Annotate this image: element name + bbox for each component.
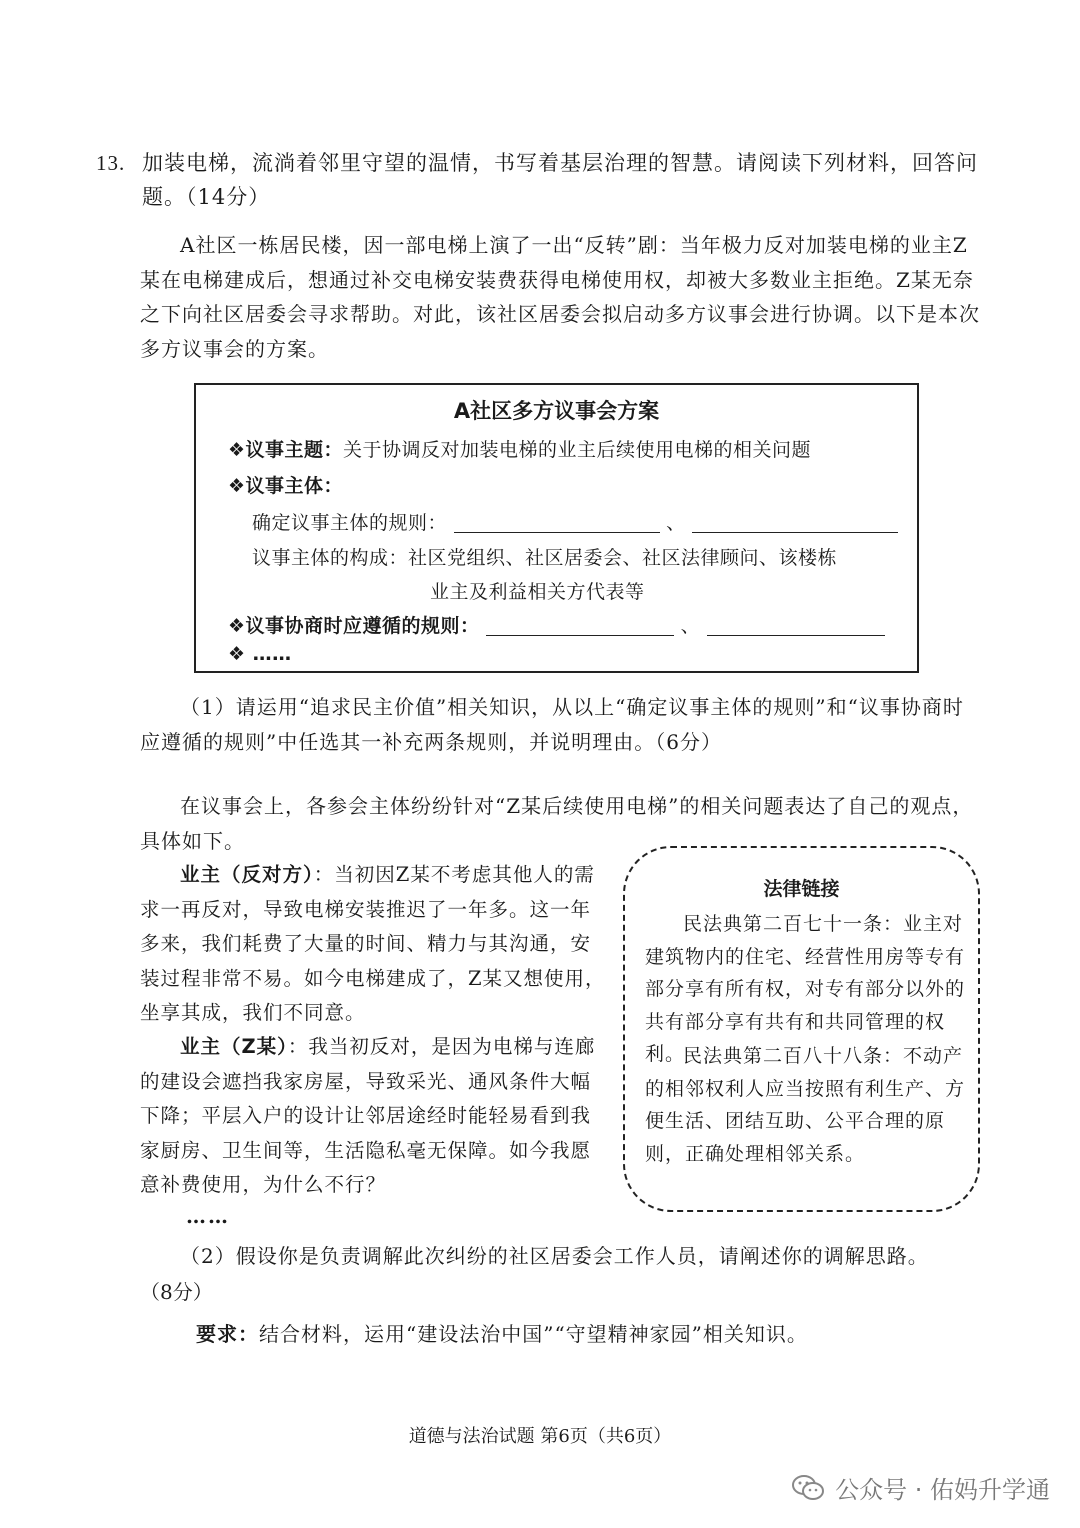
watermark: [791, 1470, 1050, 1505]
question-stem-line1: 加装电梯，流淌着邻里守望的温情，书写着基层治理的智慧。请阅读下列材料，回答问: [142, 151, 978, 175]
composition-row-2: [430, 577, 645, 604]
consult-blank-2[interactable]: [707, 617, 885, 636]
scheme-box: [194, 383, 919, 673]
rule-blank-1[interactable]: [454, 514, 660, 533]
question-stem-line2: 题。（14分）: [142, 185, 271, 209]
question-13: [96, 146, 986, 214]
legal-title: 法律链接: [763, 878, 840, 900]
legal-article-271: 民法典第二百七十一条：业主对建筑物内的住宅、经营性用房等专有部分享有所有权，对专有部分以外的共有部分享有共有和共同管理的权利。: [645, 913, 966, 1065]
topic-text: 关于协调反对加装电梯的业主后续使用电梯的相关问题: [343, 439, 812, 461]
sub-question-2-score: （8分）: [140, 1280, 213, 1304]
rule-comma: 、: [666, 512, 686, 534]
scheme-topic-row: [228, 435, 811, 462]
opinion1-text: ：当初因Z某不考虑其他人的需求一再反对，导致电梯安装推迟了一年多。这一年多来，我们耗费了大量的时间、精力与其沟通，安装过程非常不易。如今电梯建成了，Z某又想使用，坐享其成，我们不同意。: [140, 863, 606, 1024]
composition-label: 议事主体的构成：: [252, 547, 409, 569]
legal-article-288: 民法典第二百八十八条：不动产的相邻权利人应当按照有利生产、方便生活、团结互助、公平合理的原则，正确处理相邻关系。: [645, 1045, 966, 1165]
legal-link-box: [623, 846, 980, 1212]
opinion1-speaker: 业主（反对方）: [180, 863, 314, 886]
composition-row: [252, 543, 837, 570]
opinion2-text: ：我当初反对，是因为电梯与连廊的建设会遮挡我家房屋，导致采光、通风条件大幅下降；平层入户的设计让邻居途经时能轻易看到我家厨房、卫生间等，生活隐私毫无保障。如今我愿意补费使用，为什么不行？: [140, 1035, 596, 1196]
sub-question-2: （2）假设你是负责调解此次纠纷的社区居委会工作人员，请阐述你的调解思路。: [180, 1244, 929, 1268]
watermark-text: 公众号 · 佑妈升学通: [835, 1476, 1050, 1504]
composition-line1: 社区党组织、社区居委会、社区法律顾问、该楼栋: [408, 547, 838, 569]
rule-label: 确定议事主体的规则：: [252, 512, 448, 534]
material-paragraph-1: A社区一栋居民楼，因一部电梯上演了一出“反转”剧：当年极力反对加装电梯的业主Z某在电梯建成后，想通过补交电梯安装费获得电梯使用权，却被大多数业主拒绝。Z某无奈之下向社区居委会寻求帮助。对此，该社区居委会拟启动多方议事会进行协调。以下是本次多方议事会的方案。: [140, 233, 980, 361]
opinion-owner-z: [140, 1030, 610, 1203]
opinion2-speaker: 业主（Z某）: [180, 1035, 288, 1058]
page-footer: 道德与法治试题 第6页（共6页）: [408, 1426, 672, 1447]
requirement-text: 结合材料，运用“建设法治中国”“守望精神家园”相关知识。: [259, 1322, 808, 1346]
subject-rule-row: [252, 508, 898, 535]
scheme-more: ❖ ……: [228, 643, 292, 665]
wechat-icon: [791, 1473, 825, 1503]
consult-blank-1[interactable]: [486, 617, 674, 636]
consult-rule-row: [228, 611, 885, 638]
consult-label: ❖议事协商时应遵循的规则：: [228, 615, 480, 637]
material-paragraph-2: 在议事会上，各参会主体纷纷针对“Z某后续使用电梯”的相关问题表达了自己的观点，具体如下。: [140, 794, 974, 853]
question-number: 13.: [96, 151, 126, 175]
composition-line2: 业主及利益相关方代表等: [430, 581, 645, 603]
topic-label: ❖议事主题：: [228, 439, 344, 461]
subject-label: ❖议事主体：: [228, 475, 344, 497]
opinion-opposing-owners: [140, 858, 610, 1031]
scheme-title: A社区多方议事会方案: [453, 399, 660, 423]
requirement: [196, 1318, 808, 1347]
requirement-label: 要求：: [196, 1322, 259, 1346]
rule-blank-2[interactable]: [692, 514, 898, 533]
consult-comma: 、: [680, 615, 701, 637]
scheme-subject-row: [228, 471, 343, 498]
sub-question-1: （1）请运用“追求民主价值”相关知识，从以上“确定议事主体的规则”和“议事协商时应遵循的规则”中任选其一补充两条规则，并说明理由。（6分）: [140, 695, 964, 754]
opinion-ellipsis: ……: [186, 1204, 230, 1228]
